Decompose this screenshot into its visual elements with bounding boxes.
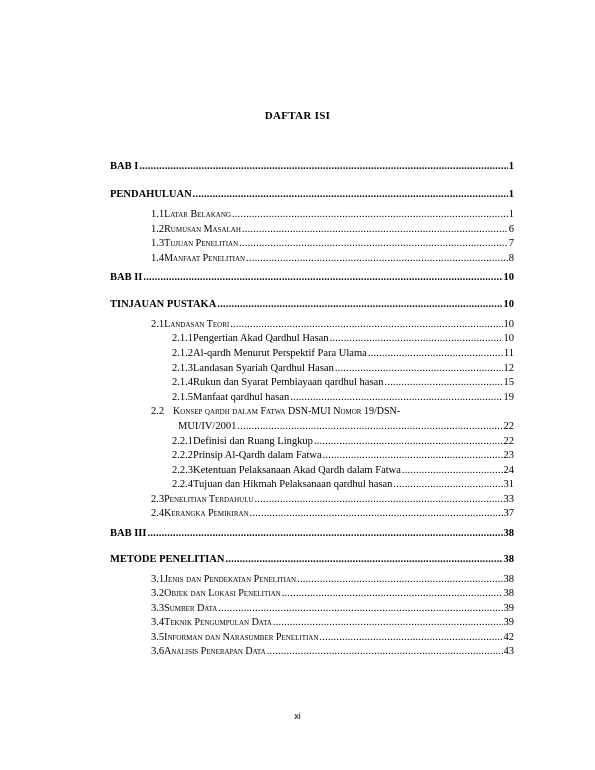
toc-label: Kerangka Pemikiran (164, 508, 249, 519)
toc-section-number: 3.5 (151, 632, 165, 643)
toc-dot-leader (218, 602, 502, 615)
toc-dot-leader (273, 616, 503, 629)
toc-dot-leader (323, 449, 503, 462)
toc-page-number: 38 (503, 588, 514, 599)
toc-dot-leader (237, 420, 502, 433)
toc-section-number: 2.4 (151, 508, 165, 519)
toc-entry-metode-penelitian[interactable] (110, 553, 514, 566)
toc-entry-2-1-1[interactable] (172, 332, 514, 345)
toc-page-number: 12 (503, 363, 514, 374)
toc-page-number: 8 (508, 253, 514, 264)
toc-label: Teknik Pengumpulan Data (164, 617, 272, 628)
toc-dot-leader (232, 208, 508, 221)
toc-entry-2-2[interactable] (151, 405, 514, 418)
toc-page-number: 10 (503, 333, 514, 344)
toc-dot-leader (282, 587, 503, 600)
toc-label: Penelitian Terdahulu (164, 494, 254, 505)
toc-dot-leader (242, 223, 508, 236)
toc-entry-3-6[interactable] (151, 645, 514, 658)
toc-entry-1-3[interactable] (151, 237, 514, 250)
toc-label: Jenis dan Pendekatan Penelitian (164, 574, 297, 585)
toc-section-number: 2.2.2 (172, 450, 193, 461)
toc-entry-1-1[interactable] (151, 208, 514, 221)
toc-label: TINJAUAN PUSTAKA (110, 299, 217, 310)
toc-section-number: 1.1 (151, 209, 165, 220)
toc-entry-2-1-5[interactable] (172, 391, 514, 404)
toc-label: METODE PENELITIAN (110, 554, 225, 565)
toc-section-number: 3.3 (151, 603, 165, 614)
toc-label: Sumber Data (164, 603, 218, 614)
toc-page-number: 31 (503, 479, 514, 490)
toc-dot-leader (330, 332, 503, 345)
toc-label: BAB I (110, 161, 139, 172)
toc-label: Konsep qardh dalam Fatwa DSN-MUI Nomor 19/DSN- (173, 406, 401, 417)
toc-page-number: 39 (503, 617, 514, 628)
toc-entry-3-4[interactable] (151, 616, 514, 629)
toc-label: Ketentuan Pelaksanaan Akad Qardh dalam Fatwa (193, 465, 401, 476)
toc-page-number: 10 (503, 299, 514, 310)
toc-entry-bab-1[interactable] (110, 160, 514, 173)
toc-label: Rumusan Masalah (164, 224, 241, 235)
toc-label: Tujuan dan Hikmah Pelaksanaan qardhul hasan (193, 479, 393, 490)
toc-entry-2-2-2[interactable] (172, 449, 514, 462)
toc-dot-leader (217, 298, 502, 311)
toc-page-number: 10 (503, 272, 514, 283)
toc-page-number: 15 (503, 377, 514, 388)
toc-dot-leader (368, 347, 503, 360)
toc-entry-2-1[interactable] (151, 318, 514, 331)
toc-page-number: 23 (503, 450, 514, 461)
toc-label: Manfaat qardhul hasan (193, 392, 290, 403)
toc-page-number: 19 (503, 392, 514, 403)
toc-entry-2-2-3[interactable] (172, 464, 514, 477)
page-number-footer: xi (294, 711, 301, 721)
toc-dot-leader (193, 188, 508, 201)
toc-label: Landasan Teori (164, 319, 230, 330)
toc-dot-leader (402, 464, 503, 477)
toc-dot-leader (139, 160, 507, 173)
toc-page-number: 24 (503, 465, 514, 476)
toc-entry-2-3[interactable] (151, 493, 514, 506)
toc-entry-3-5[interactable] (151, 631, 514, 644)
toc-dot-leader (267, 645, 503, 658)
toc-dot-leader (297, 573, 502, 586)
toc-label: Manfaat Penelitian (164, 253, 246, 264)
toc-section-number: 1.3 (151, 238, 165, 249)
page-title: DAFTAR ISI (264, 110, 331, 122)
toc-dot-leader (335, 362, 503, 375)
toc-entry-1-2[interactable] (151, 223, 514, 236)
toc-section-number: 1.4 (151, 253, 165, 264)
toc-section-number: 2.2.4 (172, 479, 193, 490)
toc-page-number: 37 (503, 508, 514, 519)
toc-page-number: 7 (508, 238, 514, 249)
toc-label: Tujuan Penelitian (164, 238, 239, 249)
toc-section-number: 3.6 (151, 646, 165, 657)
toc-page-number: 33 (503, 494, 514, 505)
toc-dot-leader (393, 478, 502, 491)
toc-section-number: 2.1.2 (172, 348, 193, 359)
toc-dot-leader (225, 553, 502, 566)
toc-section-number: 2.3 (151, 494, 165, 505)
toc-label: Analisis Penerapan Data (164, 646, 266, 657)
toc-entry-2-2-continued[interactable] (178, 420, 514, 433)
toc-page-number: 1 (508, 189, 514, 200)
toc-section-number: 2.2.3 (172, 465, 193, 476)
toc-section-number: 1.2 (151, 224, 165, 235)
toc-dot-leader (319, 631, 502, 644)
toc-page-number: 42 (503, 632, 514, 643)
toc-page-number: 38 (503, 574, 514, 585)
toc-dot-leader (250, 507, 503, 520)
toc-dot-leader (246, 252, 508, 265)
toc-section-number: 2.1 (151, 319, 165, 330)
toc-label: Prinsip Al-Qardh dalam Fatwa (193, 450, 322, 461)
toc-section-number: 3.2 (151, 588, 165, 599)
toc-entry-bab-2[interactable] (110, 271, 514, 284)
toc-dot-leader (255, 493, 503, 506)
toc-label: BAB III (110, 528, 147, 539)
toc-page-number: 10 (503, 319, 514, 330)
toc-page-number: 1 (508, 161, 514, 172)
toc-label: Pengertian Akad Qardhul Hasan (193, 333, 329, 344)
toc-dot-leader (147, 527, 502, 540)
toc-dot-leader (314, 435, 503, 448)
toc-page-number: 22 (503, 421, 514, 432)
toc-entry-1-4[interactable] (151, 252, 514, 265)
toc-entry-2-1-3[interactable] (172, 362, 514, 375)
toc-label: Latar Belakang (164, 209, 231, 220)
toc-label: Informan dan Narasumber Penelitian (164, 632, 319, 643)
toc-entry-3-3[interactable] (151, 602, 514, 615)
toc-section-number: 3.1 (151, 574, 165, 585)
toc-page-number: 22 (503, 436, 514, 447)
toc-page-number: 43 (503, 646, 514, 657)
toc-section-number: 2.1.4 (172, 377, 193, 388)
toc-page-number: 1 (508, 209, 514, 220)
toc-label: BAB II (110, 272, 143, 283)
toc-dot-leader (230, 318, 502, 331)
toc-section-number: 2.1.5 (172, 392, 193, 403)
toc-entry-bab-3[interactable] (110, 527, 514, 540)
toc-page-number: 39 (503, 603, 514, 614)
toc-dot-leader (384, 376, 502, 389)
toc-label: Landasan Syariah Qardhul Hasan (193, 363, 334, 374)
toc-page-number: 6 (508, 224, 514, 235)
toc-label: Definisi dan Ruang Lingkup (193, 436, 313, 447)
toc-entry-2-1-4[interactable] (172, 376, 514, 389)
toc-label: PENDAHULUAN (110, 189, 192, 200)
toc-dot-leader (239, 237, 508, 250)
toc-page-number: 11 (503, 348, 514, 359)
toc-page-number: 38 (503, 528, 514, 539)
toc-entry-pendahuluan[interactable] (110, 188, 514, 201)
toc-section-number: 2.1.3 (172, 363, 193, 374)
toc-entry-3-2[interactable] (151, 587, 514, 600)
toc-entry-tinjauan-pustaka[interactable] (110, 298, 514, 311)
toc-section-number: 2.2.1 (172, 436, 193, 447)
toc-dot-leader (290, 391, 502, 404)
toc-section-number: 2.1.1 (172, 333, 193, 344)
toc-entry-3-1[interactable] (151, 573, 514, 586)
toc-entry-2-4[interactable] (151, 507, 514, 520)
toc-section-number: 2.2 (151, 406, 165, 417)
toc-section-number: 3.4 (151, 617, 165, 628)
toc-label: Al-qardh Menurut Perspektif Para Ulama (193, 348, 367, 359)
toc-label-continued: MUI/IV/2001 (178, 421, 237, 432)
toc-page-number: 38 (503, 554, 514, 565)
toc-entry-2-1-2[interactable] (172, 347, 514, 360)
toc-label: Objek dan Lokasi Penelitian (164, 588, 281, 599)
toc-dot-leader (143, 271, 502, 284)
toc-label: Rukun dan Syarat Pembiayaan qardhul hasan (193, 377, 384, 388)
toc-entry-2-2-4[interactable] (172, 478, 514, 491)
toc-entry-2-2-1[interactable] (172, 435, 514, 448)
